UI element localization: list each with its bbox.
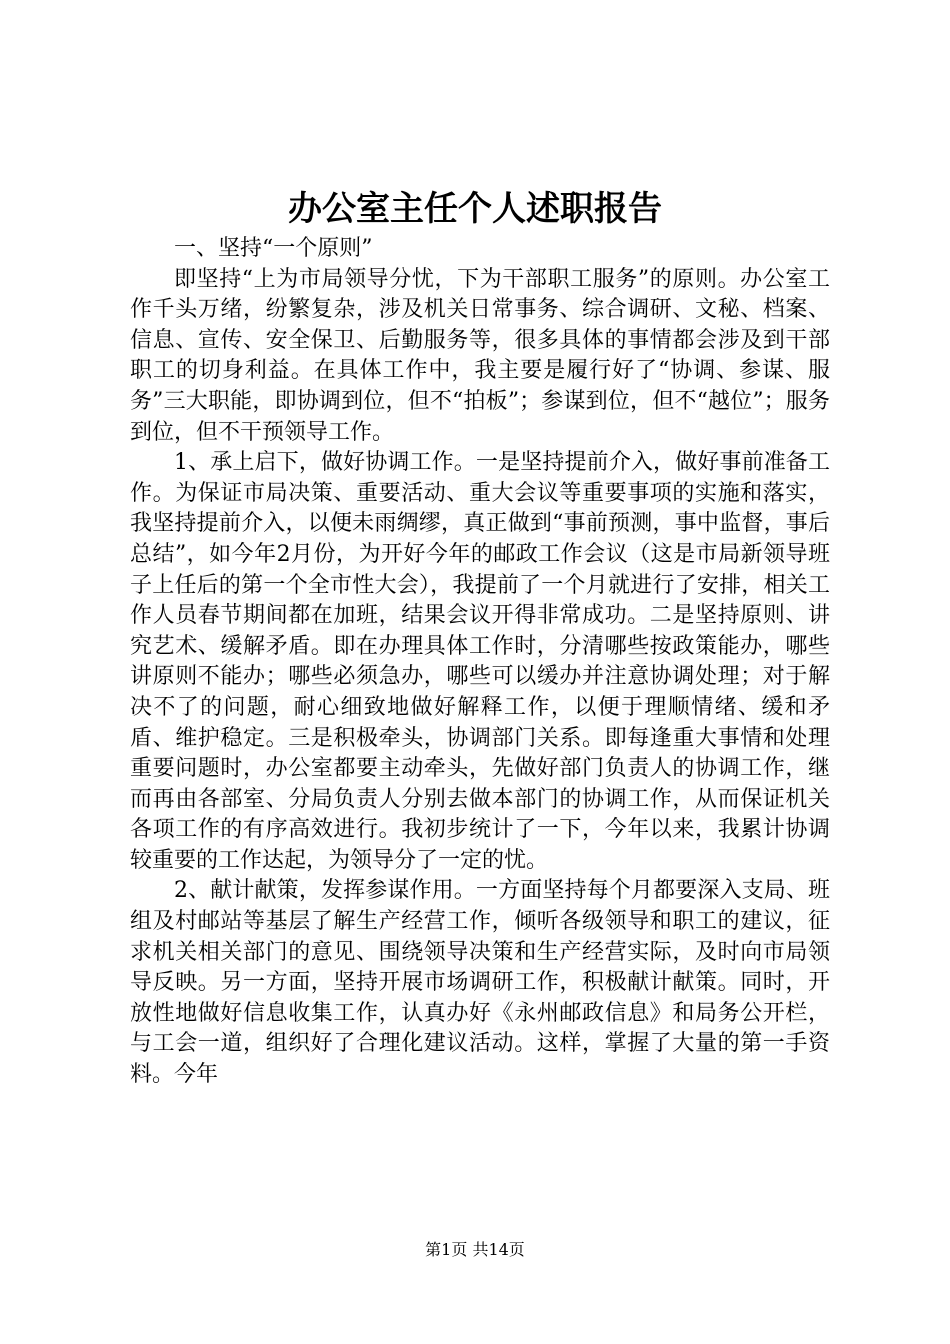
paragraph: 即坚持“上为市局领导分忧，下为干部职工服务”的原则。办公室工作千头万绪，纷繁复杂，涉及机关日常事务、综合调研、文秘、档案、信息、宣传、安全保卫、后勤服务等，很多具体的事情都会涉及到干部职工的切身利益。在具体工作中，我主要是履行好了“协调、参谋、服务”三大职能，即协调到位，但不“拍板”；参谋到位，但不“越位”；服务到位，但不干预领导工作。	[130, 266, 830, 445]
section-heading: 一、坚持“一个原则”	[174, 236, 373, 261]
paragraph: 2、献计献策，发挥参谋作用。一方面坚持每个月都要深入支局、班组及村邮站等基层了解生产经营工作，倾听各级领导和职工的建议，征求机关相关部门的意见、围绕领导决策和生产经营实际，及时向市局领导反映。另一方面，坚持开展市场调研工作，积极献计献策。同时，开放性地做好信息收集工作，认真办好《永州邮政信息》和局务公开栏，与工会一道，组织好了合理化建议活动。这样，掌握了大量的第一手资料。今年	[130, 878, 830, 1088]
paragraph: 1、承上启下，做好协调工作。一是坚持提前介入，做好事前准备工作。为保证市局决策、重要活动、重大会议等重要事项的实施和落实，我坚持提前介入，以便未雨绸缪，真正做到“事前预测，事中监督，事后总结”，如今年2月份，为开好今年的邮政工作会议（这是市局新领导班子上任后的第一个全市性大会），我提前了一个月就进行了安排，相关工作人员春节期间都在加班，结果会议开得非常成功。二是坚持原则、讲究艺术、缓解矛盾。即在办理具体工作时，分清哪些按政策能办，哪些讲原则不能办；哪些必须急办，哪些可以缓办并注意协调处理；对于解决不了的问题，耐心细致地做好解释工作，以便于理顺情绪、缓和矛盾、维护稳定。三是积极牵头，协调部门关系。即每逢重大事情和处理重要问题时，办公室都要主动牵头，先做好部门负责人的协调工作，继而再由各部室、分局负责人分别去做本部门的协调工作，从而保证机关各项工作的有序高效进行。我初步统计了一下，今年以来，我累计协调较重要的工作达起，为领导分了一定的忧。	[130, 450, 830, 873]
document-title: 办公室主任个人述职报告	[288, 189, 662, 229]
document-body	[130, 234, 830, 1091]
page-footer: 第1页 共14页	[425, 1240, 525, 1259]
